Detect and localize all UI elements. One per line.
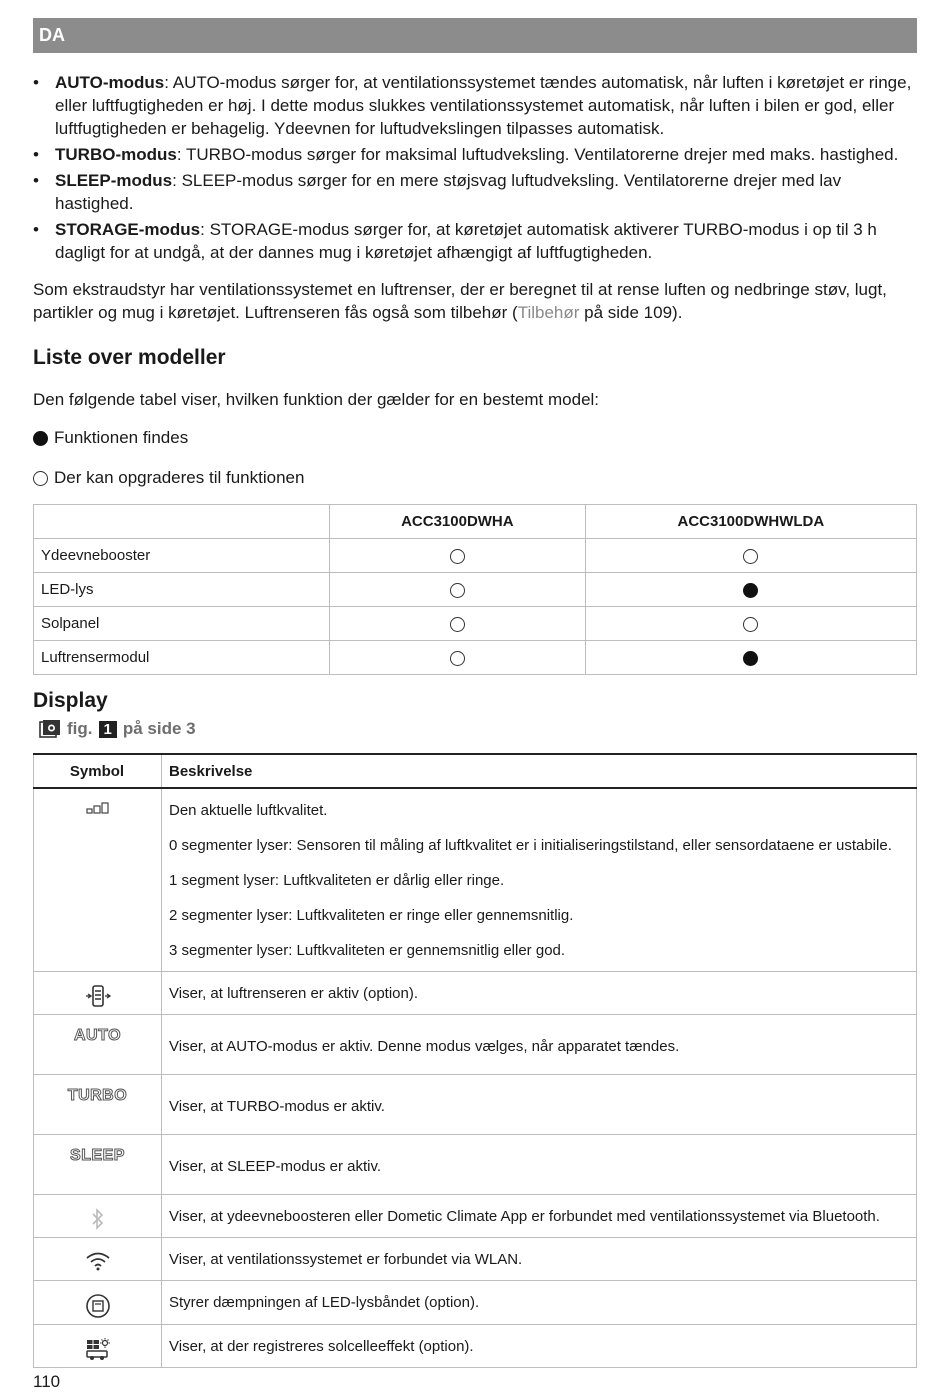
description-text: Viser, at ydeevneboosteren eller Dometic Climate App er forbundet med ventilationssystemet via Bluetooth. bbox=[169, 1208, 880, 1225]
list-item: • SLEEP-modus: SLEEP-modus sørger for en mere støjsvag luftudveksling. Ventilatorerne drejer med lav hastighed. bbox=[33, 171, 842, 213]
table-row bbox=[34, 1135, 917, 1195]
symbol-cell bbox=[34, 1135, 162, 1195]
feature-name: LED-lys bbox=[34, 573, 330, 607]
table-row bbox=[34, 539, 917, 573]
mode-name: TURBO-modus bbox=[55, 145, 177, 164]
description-text: Styrer dæmpningen af LED-lysbåndet (option). bbox=[169, 1294, 480, 1311]
table-row bbox=[34, 641, 917, 675]
display-table bbox=[33, 753, 917, 1368]
feature-name: Luftrensermodul bbox=[34, 641, 330, 675]
filled-circle-icon bbox=[33, 431, 48, 446]
description-text: Viser, at ventilationssystemet er forbundet via WLAN. bbox=[169, 1251, 523, 1268]
table-row bbox=[34, 788, 917, 972]
feature-name: Ydeevnebooster bbox=[34, 539, 330, 573]
open-circle-icon bbox=[743, 617, 758, 632]
auto-icon: AUTO bbox=[73, 1027, 122, 1044]
language-header: DA bbox=[33, 18, 917, 53]
legend-filled: Funktionen findes bbox=[33, 428, 917, 448]
turbo-icon: TURBO bbox=[67, 1087, 128, 1104]
air-purifier-icon bbox=[85, 995, 111, 1012]
table-row bbox=[34, 573, 917, 607]
open-circle-icon bbox=[450, 617, 465, 632]
table-row bbox=[34, 1015, 917, 1075]
table-row bbox=[34, 1075, 917, 1135]
symbol-cell bbox=[34, 1281, 162, 1325]
description-text: Viser, at AUTO-modus er aktiv. Denne modus vælges, når apparatet tændes. bbox=[169, 1038, 680, 1055]
description-text: Viser, at luftrenseren er aktiv (option). bbox=[169, 985, 419, 1002]
table-row bbox=[34, 1195, 917, 1238]
description-text: Den aktuelle luftkvalitet. bbox=[169, 802, 328, 819]
list-item: • AUTO-modus: AUTO-modus sørger for, at ventilationssystemet tændes automatisk, når luften i køretøjet er ringe, eller luftfugtigheden er høj. I dette modus slukkes ventilationssystemet automatisk, når luften i bilen er god, eller luftfugtigheden er behagelig. Ydeevnen for luftudvekslingen tilpasses automatisk. bbox=[33, 73, 912, 138]
bluetooth-icon bbox=[90, 1218, 106, 1235]
feature-name: Solpanel bbox=[34, 607, 330, 641]
modes-list bbox=[33, 71, 917, 264]
description-text: 3 segmenter lyser: Luftkvaliteten er gennemsnitlig eller god. bbox=[169, 942, 566, 959]
figure-reference[interactable]: fig. 1 på side 3 bbox=[39, 719, 917, 739]
models-table bbox=[33, 504, 917, 675]
symbol-cell bbox=[34, 1195, 162, 1238]
intro-paragraph: Som ekstraudstyr har ventilationssystemet en luftrenser, der er beregnet til at rense luften og nedbringe støv, lugt, partikler og mug i køretøjet. Luftrenseren fås også som tilbehør (Tilbehør på side 109). bbox=[33, 280, 887, 322]
symbol-cell bbox=[34, 1238, 162, 1281]
column-header: ACC3100DWHWLDA bbox=[585, 505, 916, 539]
description-cell bbox=[162, 1325, 917, 1368]
description-cell bbox=[162, 1195, 917, 1238]
filled-circle-icon bbox=[743, 651, 758, 666]
description-text: 0 segmenter lyser: Sensoren til måling af luftkvalitet er i initialiseringstilstand, eller sensordataene er ustabile. bbox=[169, 837, 892, 854]
symbol-cell bbox=[34, 788, 162, 972]
symbol-cell bbox=[34, 1325, 162, 1368]
accessories-link[interactable]: Tilbehør bbox=[517, 303, 580, 322]
symbol-cell bbox=[34, 972, 162, 1015]
open-circle-icon bbox=[450, 583, 465, 598]
page bbox=[33, 18, 917, 1368]
mode-text: : SLEEP-modus sørger for en mere støjsvag luftudveksling. Ventilatorerne drejer med lav hastighed. bbox=[55, 171, 842, 213]
table-row bbox=[34, 1238, 917, 1281]
list-item: • TURBO-modus: TURBO-modus sørger for maksimal luftudveksling. Ventilatorerne drejer med maks. hastighed. bbox=[33, 145, 899, 164]
symbol-header: Symbol bbox=[34, 754, 162, 788]
empty-header bbox=[34, 505, 330, 539]
open-circle-icon bbox=[33, 471, 48, 486]
mode-name: AUTO-modus bbox=[55, 73, 165, 92]
symbol-cell bbox=[34, 1075, 162, 1135]
filled-circle-icon bbox=[743, 583, 758, 598]
wifi-icon bbox=[85, 1259, 111, 1276]
mode-text: : TURBO-modus sørger for maksimal luftudveksling. Ventilatorerne drejer med maks. hastighed. bbox=[176, 145, 899, 164]
description-cell bbox=[162, 788, 917, 972]
solar-icon bbox=[84, 1348, 112, 1365]
description-cell bbox=[162, 972, 917, 1015]
sleep-icon: SLEEP bbox=[70, 1147, 125, 1164]
mode-text: : STORAGE-modus sørger for, at køretøjet automatisk aktiverer TURBO-modus i op til 3 h dagligt for at undgå, at der dannes mug i køretøjet afhængigt af luftfugtigheden. bbox=[55, 220, 877, 262]
table-row bbox=[34, 607, 917, 641]
models-heading: Liste over modeller bbox=[33, 346, 226, 369]
description-header: Beskrivelse bbox=[162, 754, 917, 788]
open-circle-icon bbox=[743, 549, 758, 564]
open-circle-icon bbox=[450, 651, 465, 666]
air-quality-icon bbox=[85, 802, 111, 819]
list-item: • STORAGE-modus: STORAGE-modus sørger for, at køretøjet automatisk aktiverer TURBO-modus i op til 3 h dagligt for at undgå, at der dannes mug i køretøjet afhængigt af luftfugtigheden. bbox=[33, 220, 877, 262]
column-header: ACC3100DWHA bbox=[330, 505, 586, 539]
description-text: Viser, at der registreres solcelleeffekt (option). bbox=[169, 1338, 474, 1355]
models-description: Den følgende tabel viser, hvilken funktion der gælder for en bestemt model: bbox=[33, 390, 600, 409]
description-cell bbox=[162, 1015, 917, 1075]
description-text: Viser, at SLEEP-modus er aktiv. bbox=[169, 1158, 382, 1175]
mode-name: SLEEP-modus bbox=[55, 171, 173, 190]
display-heading: Display bbox=[33, 689, 108, 712]
symbol-cell bbox=[34, 1015, 162, 1075]
description-text: 2 segmenter lyser: Luftkvaliteten er ringe eller gennemsnitlig. bbox=[169, 907, 574, 924]
page-number: 110 bbox=[33, 1372, 61, 1391]
open-circle-icon bbox=[450, 549, 465, 564]
mode-name: STORAGE-modus bbox=[55, 220, 201, 239]
mode-text: : AUTO-modus sørger for, at ventilationssystemet tændes automatisk, når luften i køretøjet er ringe, eller luftfugtigheden er høj. I dette modus slukkes ventilationssystemet automatisk, når luften i bilen er god, eller luftfugtigheden er behagelig. Ydeevnen for luftudvekslingen tilpasses automatisk. bbox=[55, 73, 912, 138]
description-text: Viser, at TURBO-modus er aktiv. bbox=[169, 1098, 385, 1115]
led-dimmer-icon bbox=[85, 1306, 111, 1323]
description-cell bbox=[162, 1238, 917, 1281]
table-row bbox=[34, 1325, 917, 1368]
description-cell bbox=[162, 1281, 917, 1325]
table-row bbox=[34, 1281, 917, 1325]
table-row bbox=[34, 972, 917, 1015]
camera-icon bbox=[39, 719, 61, 739]
description-text: 1 segment lyser: Luftkvaliteten er dårlig eller ringe. bbox=[169, 872, 505, 889]
description-cell bbox=[162, 1135, 917, 1195]
legend-open: Der kan opgraderes til funktionen bbox=[33, 468, 917, 488]
description-cell bbox=[162, 1075, 917, 1135]
